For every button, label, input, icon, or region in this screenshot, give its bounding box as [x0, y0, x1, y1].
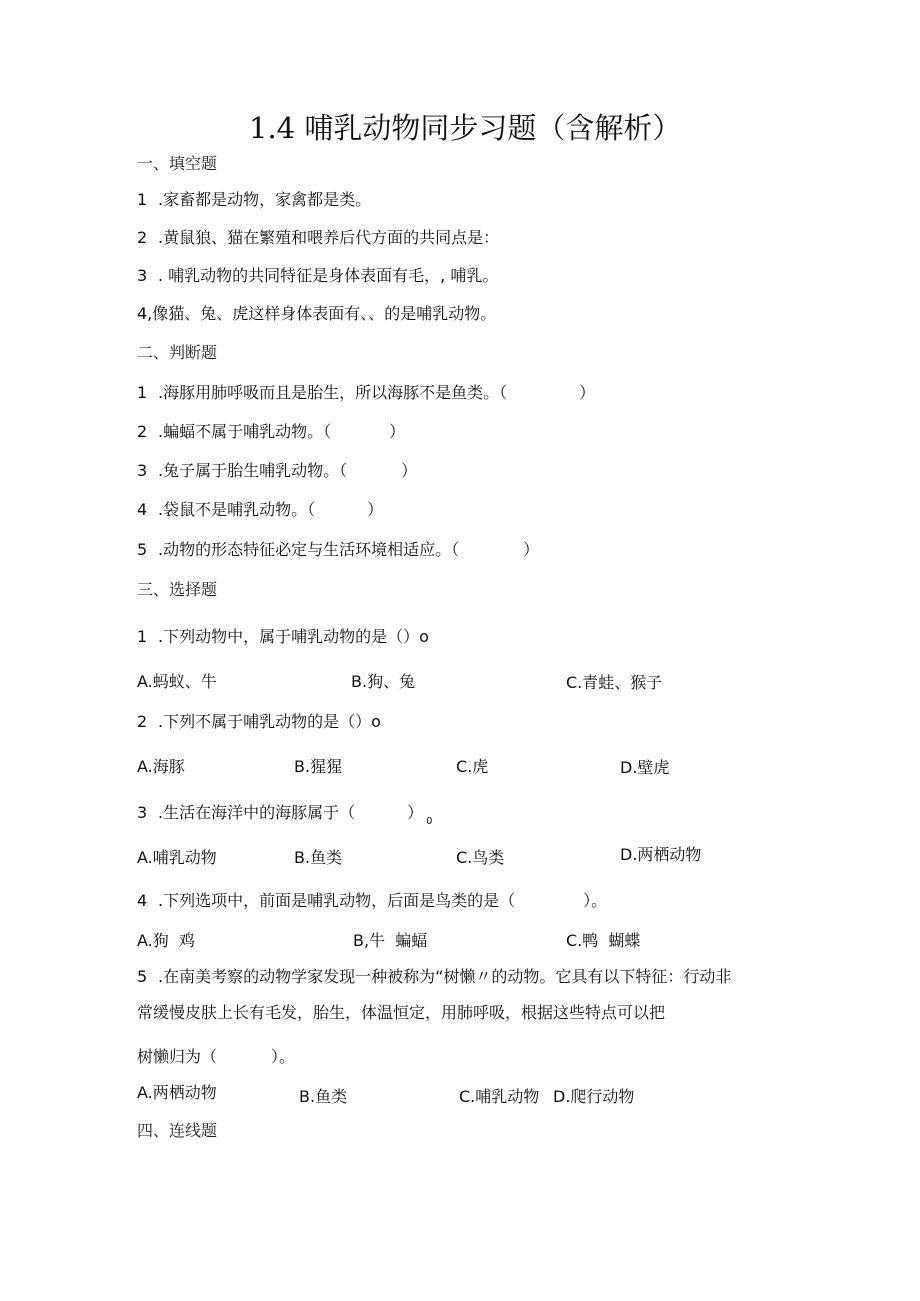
answer-blank-open: （	[451, 540, 460, 559]
answer-blank-close: ）。	[583, 891, 608, 910]
question-text: 像猫、兔、虎这样身体表面有、、的是哺乳动物。	[152, 304, 497, 323]
choice-question-1	[137, 629, 429, 645]
question-number: 2	[137, 228, 148, 247]
question-text: .海豚用肺呼吸而且是胎生，所以海豚不是鱼类。	[158, 383, 500, 402]
choice-5-option-b[interactable]: B.鱼类	[299, 1087, 348, 1106]
answer-blank-close: ）	[401, 461, 418, 480]
question-text: .兔子属于胎生哺乳动物。	[158, 461, 340, 480]
choice-2-option-d[interactable]: D.壁虎	[620, 758, 670, 777]
question-suffix: 0	[426, 816, 433, 827]
choice-4-option-a[interactable]: A.狗 鸡	[137, 931, 195, 950]
choice-2-option-a[interactable]: A.海豚	[137, 757, 185, 776]
question-text: .黄鼠狼、猫在繁殖和喂养后代方面的共同点是：	[158, 228, 500, 247]
judge-question-5	[137, 542, 539, 558]
question-text: .生活在海洋中的海豚属于（	[158, 803, 356, 822]
choice-question-4	[137, 893, 607, 909]
section-heading-choice: 三、选择题	[137, 580, 218, 599]
choice-question-5-line-3	[137, 1049, 295, 1065]
question-number: 4,	[137, 304, 153, 323]
question-number: 1	[137, 627, 148, 646]
question-text: .蝙蝠不属于哺乳动物。	[158, 422, 324, 441]
choice-3-option-d[interactable]: D.两栖动物	[620, 845, 702, 864]
judge-question-1	[137, 385, 595, 401]
judge-question-4	[137, 502, 383, 518]
choice-1-option-a[interactable]: A.蚂蚁、牛	[137, 672, 217, 691]
answer-blank-close: ）	[523, 540, 540, 559]
question-number: 4	[137, 500, 148, 519]
question-number: 3	[137, 266, 148, 285]
choice-5-option-d[interactable]: D.爬行动物	[553, 1087, 635, 1106]
question-text: .动物的形态特征必定与生活环境相适应。	[158, 540, 452, 559]
answer-blank-open: （	[499, 383, 508, 402]
fill-question-3	[137, 268, 498, 284]
answer-blank-close: ）	[407, 803, 424, 822]
choice-1-option-b[interactable]: B.狗、兔	[351, 672, 416, 691]
choice-2-option-c[interactable]: C.虎	[456, 757, 489, 776]
choice-3-option-c[interactable]: C.鸟类	[456, 848, 505, 867]
question-number: 3	[137, 461, 148, 480]
choice-4-option-b[interactable]: B,牛 蝙蝠	[353, 931, 428, 950]
choice-3-option-b[interactable]: B.鱼类	[294, 848, 343, 867]
choice-4-option-c[interactable]: C.鸭 蝴蝶	[566, 931, 641, 950]
question-number: 2	[137, 422, 148, 441]
answer-blank-open: （	[323, 422, 332, 441]
fill-question-2	[137, 230, 499, 246]
answer-blank-open: （	[307, 500, 316, 519]
question-number: 1	[137, 383, 148, 402]
question-text: .下列不属于哺乳动物的是（）o	[158, 712, 381, 731]
question-number: 5	[137, 540, 148, 559]
question-number: 4	[137, 891, 148, 910]
question-text: .下列动物中，属于哺乳动物的是（）o	[158, 627, 429, 646]
judge-question-3	[137, 463, 417, 479]
question-number: 2	[137, 712, 148, 731]
question-text: .在南美考察的动物学家发现一种被称为“树懒〃的动物。它具有以下特征：行动非	[158, 967, 732, 986]
answer-blank-close: ）	[389, 422, 406, 441]
section-heading-judge: 二、判断题	[137, 343, 218, 362]
question-number: 3	[137, 803, 148, 822]
answer-blank-close: ）	[579, 383, 596, 402]
choice-5-option-c[interactable]: C.哺乳动物	[459, 1087, 540, 1106]
answer-blank-close: ）。	[271, 1047, 296, 1066]
question-text: 树懒归为（	[137, 1047, 218, 1066]
question-text: . 哺乳动物的共同特征是身体表面有毛，, 哺乳。	[158, 266, 499, 285]
choice-question-5-line-2: 常缓慢皮肤上长有毛发，胎生，体温恒定，用肺呼吸，根据这些特点可以把	[137, 1003, 666, 1022]
choice-question-5	[137, 969, 731, 985]
choice-2-option-b[interactable]: B.猩猩	[294, 757, 343, 776]
choice-question-3	[137, 803, 433, 827]
choice-question-2	[137, 714, 381, 730]
page-title: 1.4 哺乳动物同步习题（含解析）	[249, 111, 682, 145]
choice-5-option-a[interactable]: A.两栖动物	[137, 1083, 217, 1102]
question-text: .家畜都是动物，家禽都是类。	[158, 190, 372, 209]
section-heading-fill: 一、填空题	[137, 154, 218, 173]
fill-question-1	[137, 192, 371, 208]
answer-blank-close: ）	[367, 500, 384, 519]
section-heading-match: 四、连线题	[137, 1121, 218, 1140]
question-text: .下列选项中，前面是哺乳动物，后面是鸟类的是（	[158, 891, 516, 910]
choice-1-option-c[interactable]: C.青蛙、猴子	[566, 673, 663, 692]
question-number: 5	[137, 967, 148, 986]
choice-3-option-a[interactable]: A.哺乳动物	[137, 848, 217, 867]
answer-blank-open: （	[339, 461, 348, 480]
question-number: 1	[137, 190, 148, 209]
fill-question-4	[137, 306, 496, 322]
question-text: .袋鼠不是哺乳动物。	[158, 500, 308, 519]
judge-question-2	[137, 424, 405, 440]
